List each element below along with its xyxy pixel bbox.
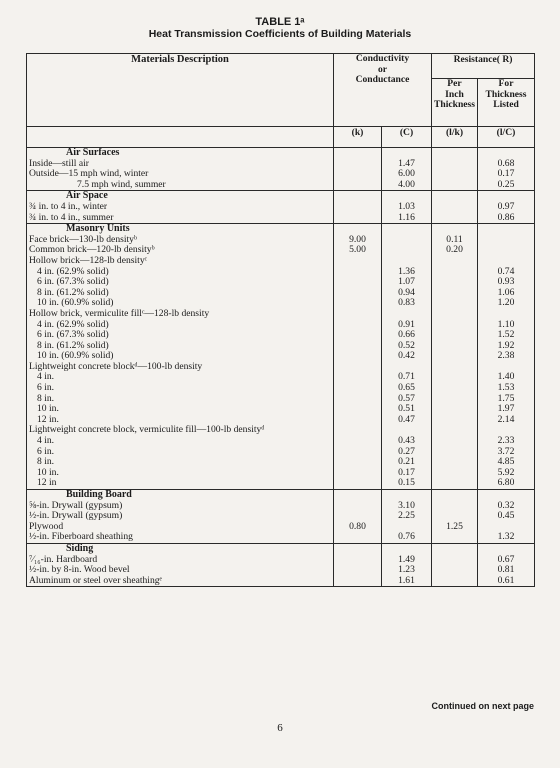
heading-spacer [478, 224, 534, 235]
value-rk [432, 511, 477, 522]
material-description: 8 in. (61.2% solid) [37, 287, 109, 298]
material-description: 6 in. (67.3% solid) [37, 277, 109, 288]
material-description: Inside—still air [29, 158, 89, 169]
value-cell-c [382, 490, 432, 544]
value-k [334, 169, 381, 180]
heading-spacer [432, 148, 477, 159]
value-c [382, 245, 431, 256]
value-rc [478, 309, 534, 320]
value-rk [432, 468, 477, 479]
value-c: 0.27 [398, 446, 415, 457]
value-rk [432, 532, 477, 543]
value-rk [432, 309, 477, 320]
heading-spacer [334, 148, 381, 159]
value-cell-rc [478, 148, 535, 191]
value-c: 0.21 [398, 457, 415, 468]
value-cell-rk [432, 543, 478, 586]
heading-spacer [432, 544, 477, 555]
value-c [382, 309, 431, 320]
per-inch-header: Per Inch Thickness [432, 79, 478, 127]
value-k: 0.80 [349, 521, 366, 532]
value-rk [432, 404, 477, 415]
value-rc: 1.92 [497, 340, 515, 351]
value-rc: 2.33 [497, 436, 515, 447]
value-rc: 1.32 [497, 532, 515, 543]
value-k [334, 309, 381, 320]
heading-spacer [478, 191, 534, 202]
value-k [334, 202, 381, 213]
value-cell-rc [478, 543, 535, 586]
value-rk [432, 415, 477, 426]
value-k: 9.00 [349, 234, 366, 245]
value-rc: 1.52 [497, 330, 515, 341]
material-description: Face brick—130-lb densityᵇ [29, 234, 137, 245]
value-rk [432, 457, 477, 468]
value-rc: 0.45 [497, 511, 515, 522]
value-rk [432, 320, 477, 331]
value-rc: 0.67 [497, 554, 515, 565]
material-description: Lightweight concrete block, vermiculite fill—100-lb densityᵈ [29, 425, 265, 436]
heading-spacer [382, 224, 431, 235]
value-k [334, 256, 381, 267]
material-description: 4 in. [37, 372, 55, 383]
heading-spacer [432, 191, 477, 202]
heading-spacer [334, 544, 381, 555]
value-rc: 1.75 [497, 393, 515, 404]
material-description: ¾ in. to 4 in., summer [29, 212, 114, 223]
value-rk [432, 555, 477, 566]
value-c [382, 425, 431, 436]
material-description: ⁷⁄₁₆-in. Hardboard [29, 554, 98, 565]
material-description: Aluminum or steel over sheathingᵉ [29, 575, 163, 586]
value-cell-rc [478, 224, 535, 490]
value-rc: 0.74 [497, 266, 515, 277]
value-rc [478, 425, 534, 436]
heading-spacer [432, 490, 477, 501]
value-rk [432, 169, 477, 180]
value-c: 1.03 [398, 201, 415, 212]
material-description: 6 in. (67.3% solid) [37, 330, 109, 341]
material-description: Plywood [29, 521, 64, 532]
material-description: 10 in. [37, 404, 59, 415]
value-c [382, 522, 431, 533]
value-k [334, 159, 381, 170]
value-rk [432, 159, 477, 170]
value-cell-c [382, 191, 432, 224]
value-rk [432, 372, 477, 383]
value-rk [432, 383, 477, 394]
value-k [334, 565, 381, 576]
unit-c: (C) [382, 127, 432, 148]
value-c: 0.91 [398, 319, 415, 330]
material-description: 8 in. [37, 457, 55, 468]
value-cell-k [334, 191, 382, 224]
value-k [334, 383, 381, 394]
value-rk [432, 447, 477, 458]
material-description: ½-in. Fiberboard sheathing [29, 532, 133, 543]
value-rc: 6.80 [497, 478, 515, 489]
value-cell-rk [432, 224, 478, 490]
heading-spacer [382, 544, 431, 555]
material-description: 8 in. [37, 393, 55, 404]
section-heading: Air Surfaces [66, 148, 120, 158]
value-c: 0.57 [398, 393, 415, 404]
value-rc: 1.06 [497, 287, 515, 298]
heading-spacer [334, 191, 381, 202]
value-rk [432, 425, 477, 436]
value-c [382, 256, 431, 267]
value-rc [478, 245, 534, 256]
value-c: 0.94 [398, 287, 415, 298]
value-rc: 3.72 [497, 446, 515, 457]
value-c: 1.16 [398, 212, 415, 223]
heading-spacer [478, 148, 534, 159]
material-description: 7.5 mph wind, summer [77, 179, 166, 190]
value-cell-rk [432, 490, 478, 544]
value-rc: 0.97 [497, 201, 515, 212]
material-description: 10 in. (60.9% solid) [37, 351, 114, 362]
value-rc [478, 522, 534, 533]
value-c: 0.47 [398, 414, 415, 425]
value-cell-k [334, 490, 382, 544]
value-rk [432, 565, 477, 576]
continued-note: Continued on next page [431, 701, 534, 711]
value-c [382, 362, 431, 373]
value-rc: 0.93 [497, 277, 515, 288]
value-k [334, 288, 381, 299]
value-c: 0.43 [398, 436, 415, 447]
value-rc: 4.85 [497, 457, 515, 468]
value-rk: 0.11 [446, 234, 463, 245]
value-k [334, 277, 381, 288]
section-description-cell [27, 224, 334, 490]
section-description-cell [27, 191, 334, 224]
value-rc [478, 362, 534, 373]
value-c: 0.15 [398, 478, 415, 489]
value-k [334, 478, 381, 489]
heading-spacer [334, 224, 381, 235]
for-thickness-header: For Thickness Listed [478, 79, 535, 127]
value-c: 0.65 [398, 383, 415, 394]
value-rc: 0.32 [497, 500, 515, 511]
heading-spacer [478, 490, 534, 501]
value-c: 1.36 [398, 266, 415, 277]
value-k [334, 213, 381, 224]
value-c: 1.23 [398, 565, 415, 576]
page-number: 6 [277, 722, 283, 734]
value-c: 0.42 [398, 351, 415, 362]
value-rc [478, 235, 534, 246]
value-k [334, 425, 381, 436]
value-rk [432, 202, 477, 213]
heat-transmission-table [26, 53, 535, 587]
value-c: 1.49 [398, 554, 415, 565]
table-body [27, 148, 535, 587]
value-k [334, 341, 381, 352]
value-rk [432, 362, 477, 373]
value-rk [432, 501, 477, 512]
value-rk: 0.20 [446, 245, 463, 256]
heading-spacer [382, 148, 431, 159]
value-c: 0.66 [398, 330, 415, 341]
material-description: Hollow brick, vermiculite fillᶜ—128-lb density [29, 308, 210, 319]
value-rk [432, 277, 477, 288]
heading-spacer [382, 191, 431, 202]
value-cell-k [334, 148, 382, 191]
material-description: Hollow brick—128-lb densityᶜ [29, 255, 148, 266]
value-k [334, 394, 381, 405]
value-c: 0.76 [398, 532, 415, 543]
materials-header: Materials Description [27, 54, 334, 127]
material-description: 4 in. [37, 436, 55, 447]
heading-spacer [382, 490, 431, 501]
material-description: ⅝-in. Drywall (gypsum) [29, 500, 123, 511]
unit-1c: (l/C) [478, 127, 535, 148]
value-k [334, 298, 381, 309]
value-rc: 1.10 [497, 319, 515, 330]
value-k [334, 436, 381, 447]
value-c: 0.17 [398, 467, 415, 478]
value-c: 1.47 [398, 158, 415, 169]
value-cell-rc [478, 191, 535, 224]
unit-1k: (l/k) [432, 127, 478, 148]
section-heading: Masonry Units [66, 224, 130, 235]
section-description-cell [27, 148, 334, 191]
value-k [334, 404, 381, 415]
section-row [27, 191, 535, 224]
material-description: Common brick—120-lb densityᵇ [29, 245, 155, 256]
value-rc: 1.20 [497, 298, 515, 309]
table-subtitle: Heat Transmission Coefficients of Building Materials [148, 28, 412, 40]
value-rc: 0.68 [497, 158, 515, 169]
value-k [334, 457, 381, 468]
value-cell-rk [432, 191, 478, 224]
material-description: 10 in. [37, 467, 59, 478]
value-k [334, 532, 381, 543]
value-rc: 0.17 [497, 169, 515, 180]
material-description: ¾ in. to 4 in., winter [29, 201, 108, 212]
value-k [334, 511, 381, 522]
value-k [334, 372, 381, 383]
value-rk: 1.25 [446, 521, 463, 532]
value-cell-rk [432, 148, 478, 191]
value-k [334, 362, 381, 373]
value-k [334, 351, 381, 362]
value-rk [432, 394, 477, 405]
unit-k: (k) [334, 127, 382, 148]
table-title: TABLE 1ᵃ [255, 16, 305, 28]
table-title-block [0, 16, 560, 40]
value-k [334, 180, 381, 191]
value-rc: 2.38 [497, 351, 515, 362]
value-k [334, 468, 381, 479]
value-c: 1.07 [398, 277, 415, 288]
value-cell-c [382, 543, 432, 586]
material-description: 4 in. (62.9% solid) [37, 319, 109, 330]
heading-spacer [432, 224, 477, 235]
value-rk [432, 256, 477, 267]
value-rk [432, 298, 477, 309]
section-row [27, 148, 535, 191]
value-k [334, 555, 381, 566]
value-k [334, 267, 381, 278]
section-row [27, 490, 535, 544]
material-description: 12 in [37, 478, 57, 489]
material-description: ½-in. Drywall (gypsum) [29, 511, 123, 522]
value-c: 0.52 [398, 340, 415, 351]
value-rc: 5.92 [497, 467, 515, 478]
value-c: 3.10 [398, 500, 415, 511]
value-rk [432, 180, 477, 191]
material-description: Lightweight concrete blockᵈ—100-lb density [29, 361, 203, 372]
value-k [334, 501, 381, 512]
units-blank [27, 127, 334, 148]
value-rc: 0.86 [497, 212, 515, 223]
resistance-header: Resistance( R) [432, 54, 535, 79]
material-description: 12 in. [37, 414, 59, 425]
value-rk [432, 288, 477, 299]
value-rk [432, 436, 477, 447]
material-description: 6 in. [37, 383, 55, 394]
value-cell-c [382, 148, 432, 191]
value-rc: 1.40 [497, 372, 515, 383]
value-k: 5.00 [349, 245, 366, 256]
value-k [334, 415, 381, 426]
value-k [334, 447, 381, 458]
material-description: 4 in. (62.9% solid) [37, 266, 109, 277]
value-rk [432, 341, 477, 352]
section-heading: Air Space [66, 191, 108, 202]
material-description: 8 in. (61.2% solid) [37, 340, 109, 351]
value-cell-rc [478, 490, 535, 544]
value-c: 1.61 [398, 575, 415, 586]
value-c [382, 235, 431, 246]
material-description: ½-in. by 8-in. Wood bevel [29, 565, 130, 576]
value-rk [432, 576, 477, 587]
section-row [27, 543, 535, 586]
heading-spacer [478, 544, 534, 555]
value-rk [432, 330, 477, 341]
value-rc: 0.61 [497, 575, 515, 586]
value-c: 0.83 [398, 298, 415, 309]
section-description-cell [27, 543, 334, 586]
value-cell-k [334, 224, 382, 490]
value-cell-k [334, 543, 382, 586]
value-rk [432, 213, 477, 224]
value-rc: 0.81 [497, 565, 515, 576]
value-rk [432, 351, 477, 362]
value-rc: 1.97 [497, 404, 515, 415]
section-description-cell [27, 490, 334, 544]
value-c: 6.00 [398, 169, 415, 180]
value-rc [478, 256, 534, 267]
value-k [334, 576, 381, 587]
value-k [334, 330, 381, 341]
value-c: 0.51 [398, 404, 415, 415]
value-c: 4.00 [398, 179, 415, 190]
value-c: 2.25 [398, 511, 415, 522]
value-rk [432, 478, 477, 489]
value-rc: 1.53 [497, 383, 515, 394]
conductivity-header: Conductivity or Conductance [334, 54, 432, 127]
value-k [334, 320, 381, 331]
value-cell-c [382, 224, 432, 490]
material-description: Outside—15 mph wind, winter [29, 169, 149, 180]
value-rk [432, 267, 477, 278]
heading-spacer [334, 490, 381, 501]
value-rc: 2.14 [497, 414, 515, 425]
value-c: 0.71 [398, 372, 415, 383]
section-heading: Siding [66, 543, 94, 554]
value-rc: 0.25 [497, 179, 515, 190]
section-heading: Building Board [66, 490, 132, 500]
material-description: 6 in. [37, 446, 55, 457]
material-description: 10 in. (60.9% solid) [37, 298, 114, 309]
section-row [27, 224, 535, 490]
